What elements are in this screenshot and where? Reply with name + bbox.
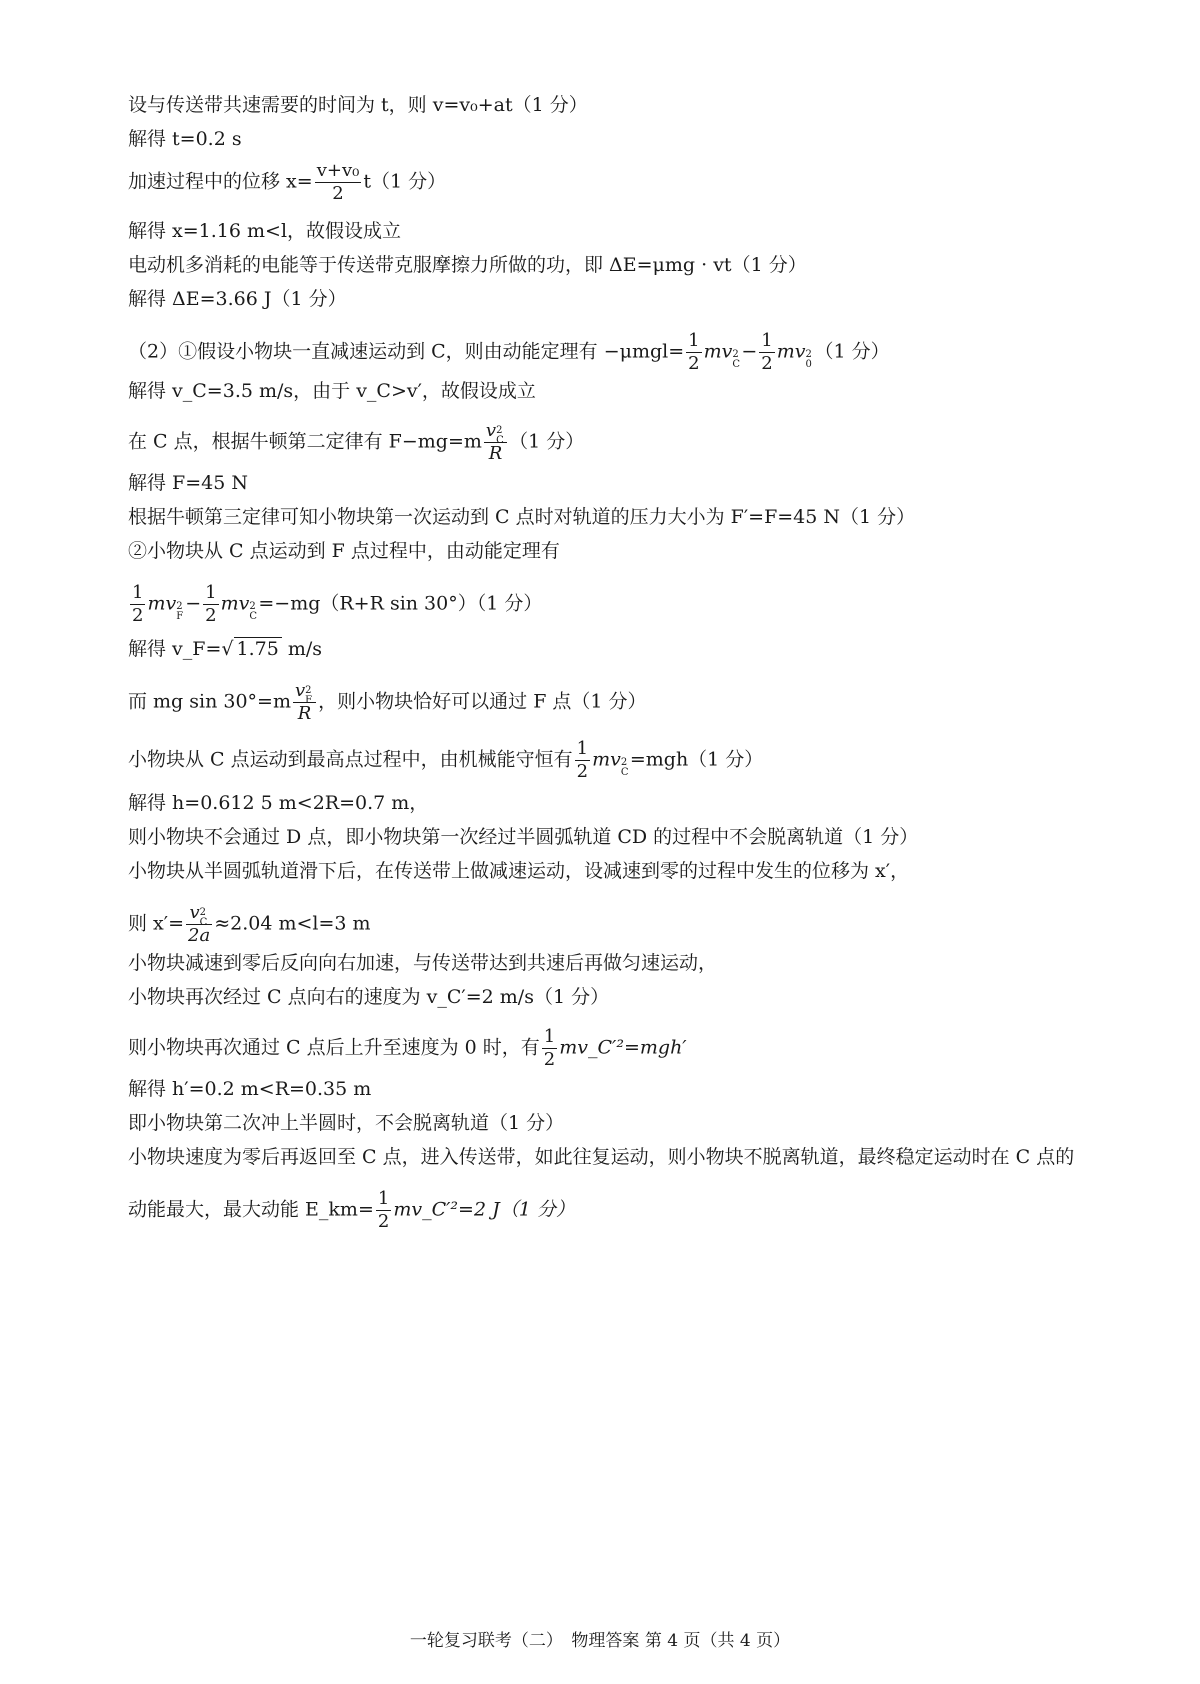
line-15: 而 mg sin 30°=m v 2 F R ，则小物块恰好可以通过 F 点（1 分）	[128, 680, 647, 724]
fraction: $\frac{1}{2}$	[688, 330, 700, 374]
line-23: 则小物块再次通过 C 点后上升至速度为 0 时，有 $\frac{1}{2}$ mv_C′²=mgh′	[128, 1026, 687, 1070]
page-footer: 一轮复习联考（二） 物理答案 第 4 页（共 4 页）	[409, 1631, 791, 1651]
line-6: 解得 ΔE=3.66 J（1 分）	[128, 288, 347, 310]
fraction: $\frac{1}{2}$	[543, 1026, 556, 1070]
line-1: 设与传送带共速需要的时间为 t，则 v=v₀+at（1 分）	[128, 94, 588, 116]
line-9: 在 C 点，根据牛顿第二定律有 F−mg=m v 2 C R （1 分）	[128, 420, 585, 464]
fraction: $\frac{1}{2}$	[576, 738, 589, 782]
line-7: （2）①假设小物块一直减速运动到 C，则由动能定理有 −μmgl= $\frac{1}{2}$ mv 2 C − $\frac{1}{2}$ mv 2 0 （1 分）	[128, 330, 890, 374]
fraction: v 2 C 2a	[188, 902, 211, 946]
line-13: $\frac{1}{2}$ mv 2 F − $\frac{1}{2}$ mv 2 C =−mg（R+R sin 30°）（1 分）	[132, 582, 543, 626]
line-24: 解得 h′=0.2 m<R=0.35 m	[128, 1078, 372, 1100]
line-22: 小物块再次经过 C 点向右的速度为 v_C′=2 m/s（1 分）	[128, 986, 610, 1008]
line-10: 解得 F=45 N	[128, 472, 248, 494]
line-19: 小物块从半圆弧轨道滑下后，在传送带上做减速运动，设减速到零的过程中发生的位移为 x′，	[128, 860, 910, 882]
line-16: 小物块从 C 点运动到最高点过程中，由机械能守恒有 $\frac{1}{2}$ mv 2 C =mgh（1 分）	[128, 738, 764, 782]
fraction: v 2 C R	[484, 420, 507, 465]
line-18: 则小物块不会通过 D 点，即小物块第一次经过半圆弧轨道 CD 的过程中不会脱离轨道（1 分）	[128, 826, 919, 848]
fraction: $\frac{\text{v+v₀}}{2}$	[316, 160, 360, 204]
fraction: $\frac{1}{2}$	[205, 582, 217, 626]
fraction: $\frac{1}{2}$	[132, 582, 144, 626]
line-14: 解得 v_F=√ 1.75 m/s	[128, 638, 323, 660]
line-3: 加速过程中的位移 x= $\frac{\text{v+v₀}}{2}$ t（1 分）	[128, 160, 447, 204]
line-20: 则 x′= v 2 C 2a ≈2.04 m<l=3 m	[128, 902, 371, 946]
fraction: v 2 F R	[293, 680, 316, 725]
line-21: 小物块减速到零后反向向右加速，与传送带达到共速后再做匀速运动，	[128, 952, 718, 974]
line-27: 动能最大，最大动能 E_km= $\frac{1}{2}$ mv_C′²=2 J（1 分）	[128, 1188, 575, 1232]
fraction: $\frac{1}{2}$	[377, 1188, 390, 1232]
line-25: 即小物块第二次冲上半圆时，不会脱离轨道（1 分）	[128, 1112, 565, 1134]
line-11: 根据牛顿第三定律可知小物块第一次运动到 C 点时对轨道的压力大小为 F′=F=45 N（1 分）	[128, 506, 916, 528]
fraction: $\frac{1}{2}$	[761, 330, 773, 374]
line-26: 小物块速度为零后再返回至 C 点，进入传送带，如此往复运动，则小物块不脱离轨道，最终稳定运动时在 C 点的	[128, 1146, 1075, 1168]
line-5: 电动机多消耗的电能等于传送带克服摩擦力所做的功，即 ΔE=μmg · vt（1 分）	[128, 254, 807, 276]
line-2: 解得 t=0.2 s	[128, 128, 242, 150]
line-12: ②小物块从 C 点运动到 F 点过程中，由动能定理有	[128, 540, 560, 562]
line-8: 解得 v_C=3.5 m/s，由于 v_C>v′，故假设成立	[128, 380, 536, 402]
line-17: 解得 h=0.612 5 m<2R=0.7 m，	[128, 792, 429, 814]
line-4: 解得 x=1.16 m<l，故假设成立	[128, 220, 402, 242]
